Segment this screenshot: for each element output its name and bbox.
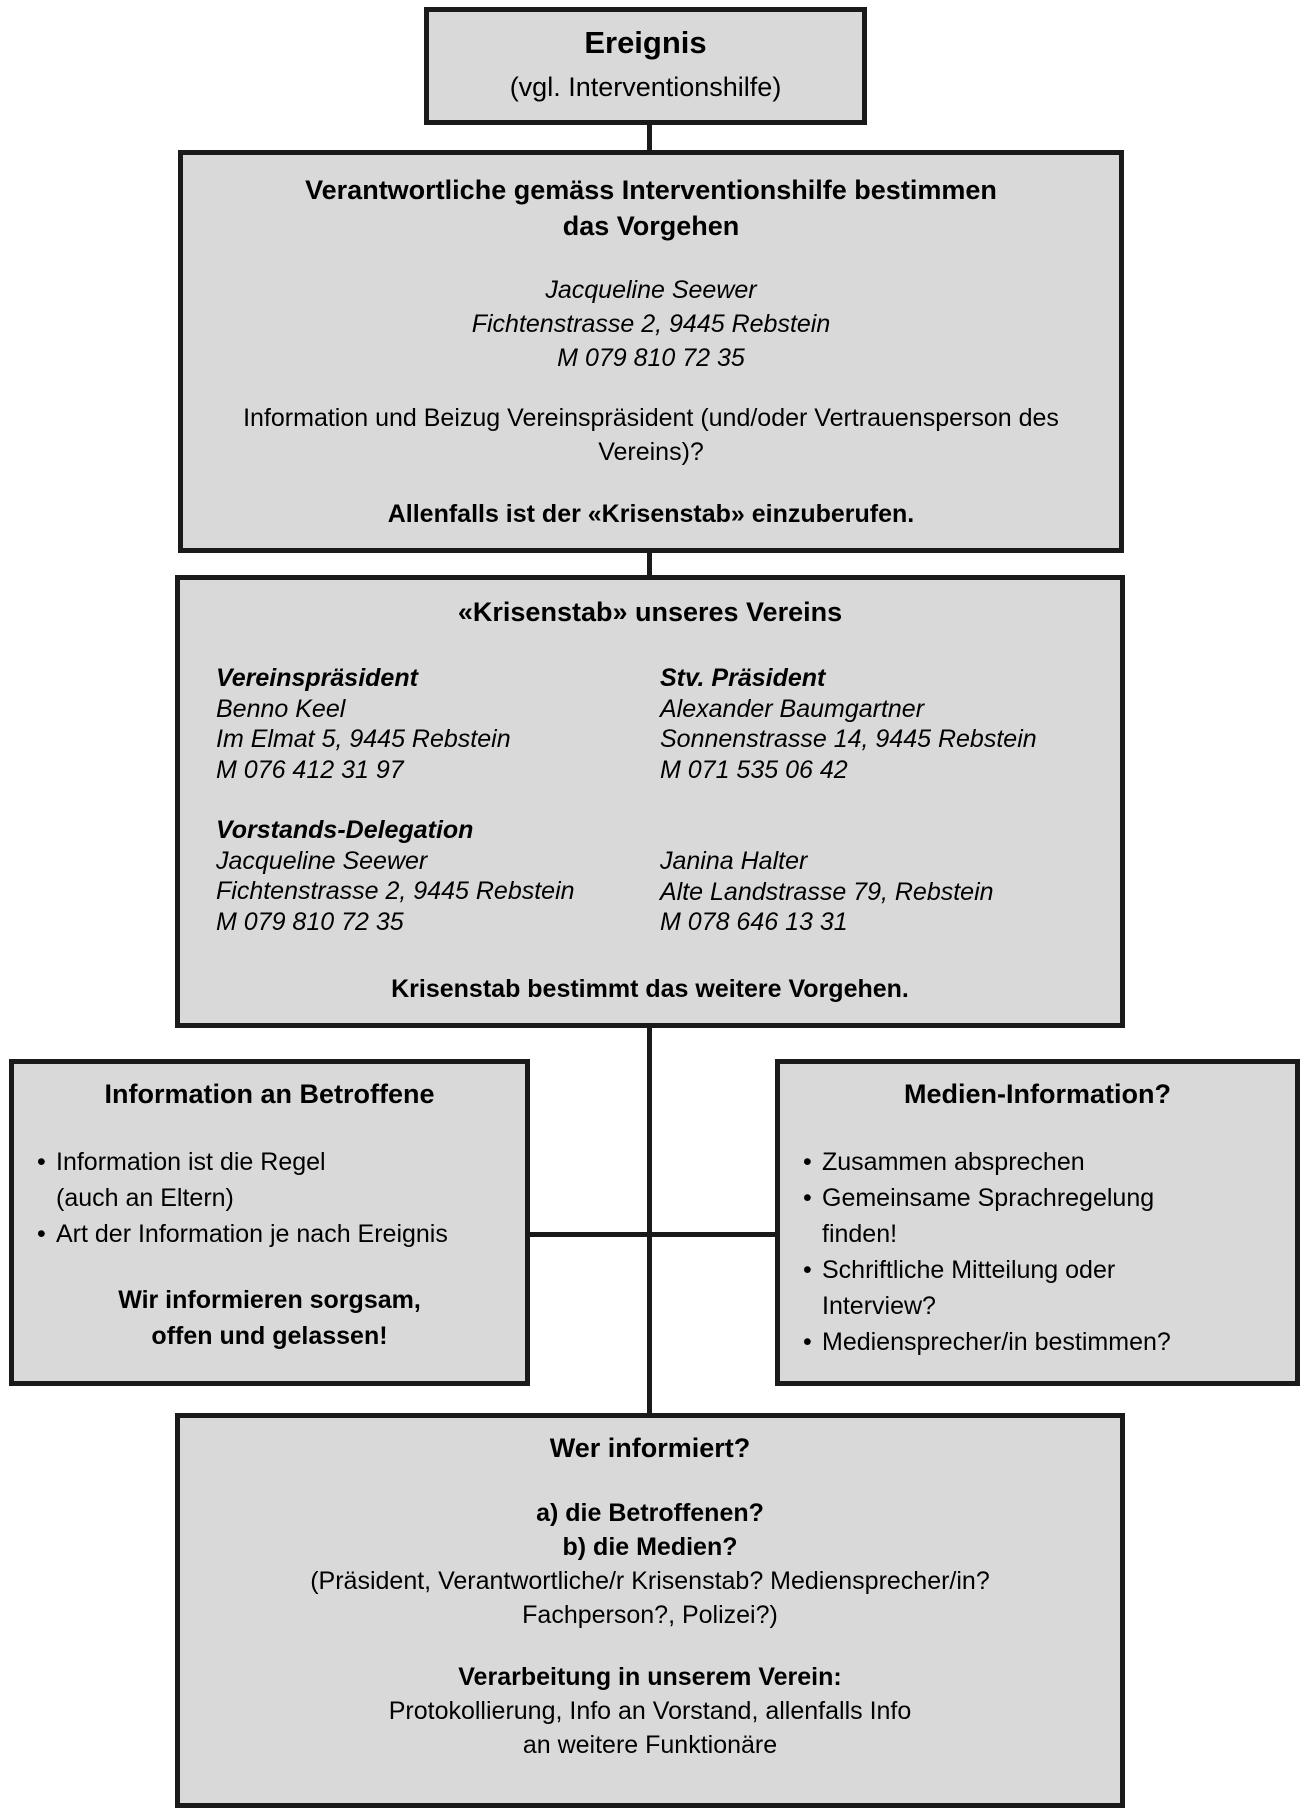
responsible-contact-phone: M 079 810 72 35 bbox=[557, 344, 745, 372]
responsible-box bbox=[178, 150, 1124, 553]
media-info-bullet1 bbox=[802, 1144, 1171, 1180]
who-informs-option-b: b) die Medien? bbox=[562, 1533, 738, 1561]
media-info-list bbox=[802, 1144, 1171, 1360]
event-subtitle: (vgl. Interventionshilfe) bbox=[509, 72, 782, 102]
affected-info-closing-line2: offen und gelassen! bbox=[151, 1322, 388, 1350]
delegation-member2-phone: M 078 646 13 31 bbox=[660, 908, 848, 936]
responsible-info-line1: Information und Beizug Vereinspräsident (und/oder Vertrauensperson des bbox=[243, 404, 1059, 432]
media-info-bullet4 bbox=[802, 1324, 1171, 1360]
media-info-bullet2-line2: finden! bbox=[822, 1220, 898, 1248]
who-informs-detail bbox=[180, 1564, 1120, 1632]
responsible-title-line1: Verantwortliche gemäss Interventionshilfe bestimmen bbox=[305, 175, 997, 205]
event-box bbox=[424, 7, 867, 125]
affected-info-title: Information an Betroffene bbox=[104, 1079, 435, 1109]
vice-president-role: Stv. Präsident bbox=[660, 664, 826, 692]
affected-info-bullet1-line1: • Information ist die Regel bbox=[56, 1148, 326, 1176]
delegation-member1-address: Fichtenstrasse 2, 9445 Rebstein bbox=[216, 877, 575, 905]
vice-president-phone: M 071 535 06 42 bbox=[660, 755, 848, 784]
processing-line2: an weitere Funktionäre bbox=[522, 1731, 778, 1759]
who-informs-options bbox=[180, 1496, 1120, 1564]
media-info-bullet3 bbox=[802, 1252, 1171, 1324]
president-phone: M 076 412 31 97 bbox=[216, 755, 404, 784]
responsible-contact-name: Jacqueline Seewer bbox=[545, 276, 757, 304]
event-title: Ereignis bbox=[584, 25, 707, 60]
crisis-team-box bbox=[175, 575, 1125, 1028]
affected-info-closing bbox=[14, 1282, 525, 1354]
crisis-team-note: Krisenstab bestimmt das weitere Vorgehen. bbox=[391, 975, 909, 1003]
media-info-bullet2 bbox=[802, 1180, 1171, 1252]
who-informs-detail-line2: Fachperson?, Polizei?) bbox=[522, 1601, 778, 1629]
connector-horizontal-branch bbox=[525, 1232, 779, 1237]
processing-title: Verarbeitung in unserem Verein: bbox=[458, 1663, 842, 1691]
who-informs-box bbox=[175, 1413, 1125, 1808]
president-contact bbox=[216, 663, 511, 785]
media-info-bullet4-text: • Mediensprecher/in bestimmen? bbox=[822, 1328, 1171, 1356]
vice-president-name: Alexander Baumgartner bbox=[660, 694, 925, 723]
delegation-member1-phone: M 079 810 72 35 bbox=[216, 907, 404, 936]
affected-info-bullet1-line2: (auch an Eltern) bbox=[56, 1184, 234, 1212]
vice-president-contact bbox=[660, 663, 1037, 785]
affected-info-bullet2-text: • Art der Information je nach Ereignis bbox=[56, 1220, 448, 1248]
media-info-title: Medien-Information? bbox=[904, 1079, 1171, 1109]
responsible-info bbox=[183, 401, 1119, 469]
delegation-member1-contact bbox=[216, 815, 575, 937]
crisis-team-title: «Krisenstab» unseres Vereins bbox=[457, 597, 843, 627]
affected-info-closing-line1: Wir informieren sorgsam, bbox=[118, 1286, 421, 1314]
delegation-member2-contact bbox=[660, 846, 994, 938]
processing-line1: Protokollierung, Info an Vorstand, allenfalls Info bbox=[388, 1697, 912, 1725]
who-informs-title: Wer informiert? bbox=[549, 1433, 751, 1463]
media-info-box bbox=[775, 1059, 1300, 1386]
delegation-member2-address: Alte Landstrasse 79, Rebstein bbox=[660, 877, 994, 906]
responsible-contact bbox=[183, 273, 1119, 375]
affected-info-bullet2 bbox=[36, 1216, 448, 1252]
vice-president-address: Sonnenstrasse 14, 9445 Rebstein bbox=[660, 725, 1037, 753]
president-role: Vereinspräsident bbox=[216, 664, 418, 692]
connector-crisis-team-to-who-informs bbox=[647, 1026, 652, 1418]
affected-info-box bbox=[9, 1059, 530, 1386]
responsible-title-line2: das Vorgehen bbox=[562, 211, 740, 241]
president-name: Benno Keel bbox=[216, 694, 346, 723]
delegation-member1-name: Jacqueline Seewer bbox=[216, 846, 428, 875]
responsible-note: Allenfalls ist der «Krisenstab» einzuberufen. bbox=[387, 500, 915, 528]
affected-info-list bbox=[36, 1144, 448, 1252]
delegation-member2-name: Janina Halter bbox=[660, 847, 808, 875]
delegation-role: Vorstands-Delegation bbox=[216, 816, 474, 844]
responsible-info-line2: Vereins)? bbox=[598, 438, 704, 466]
connector-responsible-to-crisis-team bbox=[647, 550, 652, 578]
who-informs-detail-line1: (Präsident, Verantwortliche/r Krisenstab? Mediensprecher/in? bbox=[310, 1567, 990, 1595]
processing-section bbox=[180, 1660, 1120, 1762]
responsible-title bbox=[183, 172, 1119, 244]
president-address: Im Elmat 5, 9445 Rebstein bbox=[216, 725, 511, 753]
media-info-bullet3-line1: • Schriftliche Mitteilung oder bbox=[822, 1256, 1116, 1284]
who-informs-option-a: a) die Betroffenen? bbox=[536, 1499, 764, 1527]
affected-info-bullet1 bbox=[36, 1144, 448, 1216]
media-info-bullet3-line2: Interview? bbox=[822, 1292, 936, 1320]
responsible-contact-address: Fichtenstrasse 2, 9445 Rebstein bbox=[471, 310, 831, 338]
media-info-bullet2-line1: • Gemeinsame Sprachregelung bbox=[822, 1184, 1155, 1212]
media-info-bullet1-text: • Zusammen absprechen bbox=[822, 1148, 1085, 1176]
